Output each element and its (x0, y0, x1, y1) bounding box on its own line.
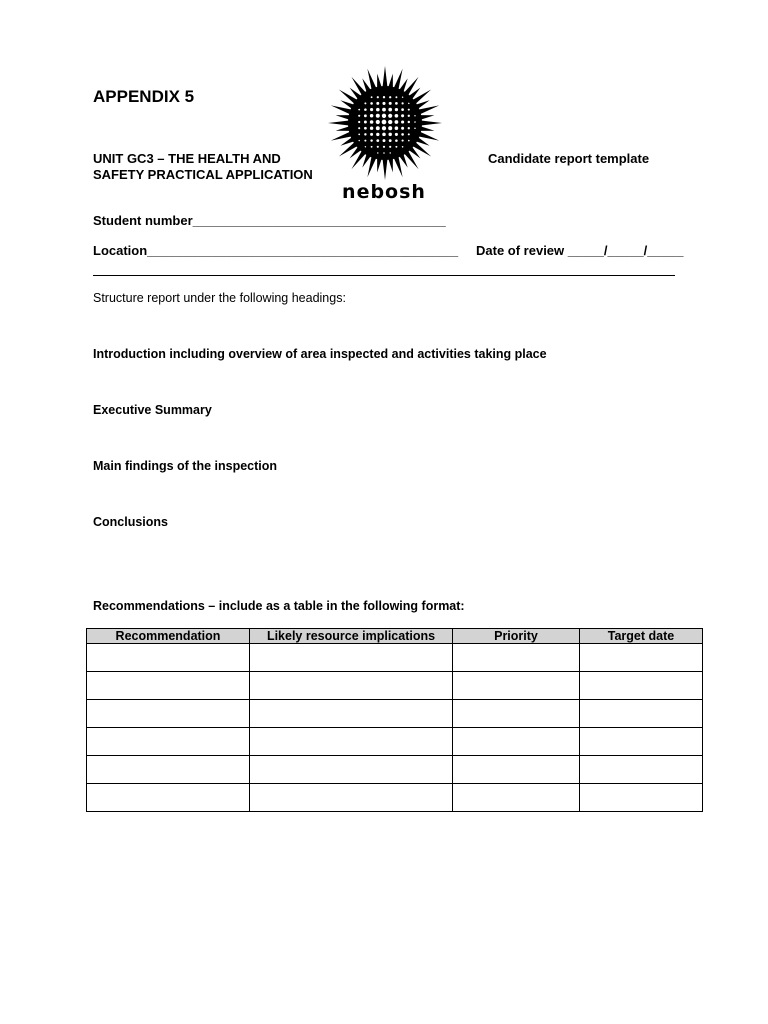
logo-dot (414, 121, 416, 123)
table-cell[interactable] (580, 644, 703, 672)
logo-dot (371, 146, 373, 148)
logo-dot (395, 96, 397, 98)
logo-dot (401, 133, 404, 136)
logo-dot (388, 108, 392, 112)
logo-dot (389, 146, 391, 148)
logo-dot (377, 146, 379, 148)
logo-dot (408, 121, 410, 123)
logo-dot (389, 152, 390, 153)
logo-dot (377, 152, 378, 153)
logo-dot (388, 114, 392, 118)
logo-dot (364, 121, 367, 124)
nebosh-logo (326, 66, 446, 202)
template-label: Candidate report template (488, 151, 650, 166)
logo-dot (376, 139, 379, 142)
logo-dot (382, 114, 386, 118)
table-cell[interactable] (453, 784, 580, 812)
table-cell[interactable] (580, 756, 703, 784)
heading-introduction: Introduction including overview of area inspected and activities taking place (93, 347, 547, 361)
date-of-review-field[interactable]: Date of review _____/_____/_____ (476, 243, 684, 258)
logo-dot (383, 152, 385, 154)
table-cell[interactable] (250, 644, 453, 672)
table-cell[interactable] (87, 784, 250, 812)
table-cell[interactable] (580, 700, 703, 728)
nebosh-logo-icon (326, 66, 446, 202)
logo-dot (358, 127, 360, 129)
table-row (87, 728, 703, 756)
logo-dot (388, 120, 392, 124)
table-cell[interactable] (580, 672, 703, 700)
logo-dot (395, 139, 398, 142)
logo-dot (358, 121, 360, 123)
logo-dot (370, 102, 373, 105)
table-cell[interactable] (453, 728, 580, 756)
unit-title-line-1: UNIT GC3 – THE HEALTH AND (93, 151, 281, 166)
logo-dot (364, 108, 367, 111)
logo-dot (408, 103, 410, 105)
logo-dot (377, 96, 379, 98)
column-header-recommendation: Recommendation (87, 629, 250, 644)
column-header-resource-implications: Likely resource implications (250, 629, 453, 644)
logo-dot (382, 120, 387, 125)
table-cell[interactable] (580, 728, 703, 756)
logo-dot (382, 108, 386, 112)
table-row (87, 700, 703, 728)
logo-dot (370, 133, 373, 136)
table-cell[interactable] (250, 784, 453, 812)
table-header-row (87, 629, 703, 644)
logo-dot (402, 96, 403, 97)
logo-dot (370, 139, 372, 141)
logo-dot (364, 114, 367, 117)
logo-dot (359, 140, 360, 141)
logo-dot (408, 133, 410, 135)
table-cell[interactable] (453, 672, 580, 700)
logo-dot (364, 102, 366, 104)
appendix-title: APPENDIX 5 (93, 87, 195, 106)
logo-dot (408, 127, 410, 129)
table-cell[interactable] (87, 644, 250, 672)
logo-dot (395, 146, 397, 148)
logo-dot (388, 126, 392, 130)
logo-dot (364, 127, 367, 130)
logo-dot (389, 102, 392, 105)
logo-dot (370, 108, 373, 111)
logo-dot (401, 102, 403, 104)
student-number-field[interactable]: Student number___________________________________ (93, 213, 446, 228)
table-cell[interactable] (250, 700, 453, 728)
logo-dot (408, 109, 410, 111)
logo-dot (401, 127, 404, 130)
table-cell[interactable] (250, 728, 453, 756)
logo-wordmark: nebosh (342, 181, 426, 202)
table-cell[interactable] (453, 644, 580, 672)
logo-dot (382, 102, 385, 105)
table-cell[interactable] (87, 728, 250, 756)
logo-dot (414, 127, 416, 129)
recommendations-table (86, 628, 703, 812)
column-header-target-date: Target date (580, 629, 703, 644)
logo-dot (383, 96, 385, 98)
logo-dot (376, 114, 380, 118)
table-cell[interactable] (87, 672, 250, 700)
logo-dot (395, 133, 398, 136)
heading-conclusions: Conclusions (93, 515, 169, 529)
logo-dot (364, 140, 366, 142)
logo-dot (402, 140, 404, 142)
table-row (87, 672, 703, 700)
heading-executive-summary: Executive Summary (93, 403, 212, 417)
table-cell[interactable] (453, 700, 580, 728)
logo-dot (382, 133, 386, 137)
table-row (87, 756, 703, 784)
logo-dot (388, 133, 391, 136)
logo-dot (365, 146, 366, 147)
logo-dot (370, 114, 373, 117)
logo-dot (395, 102, 398, 105)
logo-dot (402, 146, 404, 148)
logo-dot (370, 127, 373, 130)
instructions-text: Structure report under the following headings: (93, 291, 346, 305)
location-field[interactable]: Location___________________________________________ (93, 243, 459, 258)
logo-dot (371, 96, 373, 98)
unit-title-line-2: SAFETY PRACTICAL APPLICATION (93, 166, 313, 182)
logo-dot (358, 115, 360, 117)
table-cell[interactable] (87, 756, 250, 784)
unit-title (93, 151, 313, 182)
logo-dot (408, 140, 410, 142)
logo-dot (376, 120, 380, 124)
header-divider (93, 275, 675, 276)
logo-dot (401, 120, 404, 123)
logo-dot (389, 139, 392, 142)
logo-dot (395, 114, 399, 118)
logo-dot (414, 115, 415, 116)
recommendations-heading: Recommendations – include as a table in the following format: (93, 599, 465, 613)
logo-dot (395, 120, 399, 124)
logo-dot (364, 133, 366, 135)
table-cell[interactable] (580, 784, 703, 812)
table-cell[interactable] (453, 756, 580, 784)
logo-dot (376, 102, 379, 105)
logo-dot (358, 109, 360, 111)
table-row (87, 784, 703, 812)
logo-dot (395, 108, 398, 111)
table-cell[interactable] (250, 756, 453, 784)
logo-dot (383, 146, 385, 148)
logo-dot (370, 120, 374, 124)
table-cell[interactable] (87, 700, 250, 728)
logo-dot (376, 126, 380, 130)
logo-dot (401, 108, 404, 111)
logo-dot (376, 108, 380, 112)
table-row (87, 644, 703, 672)
heading-main-findings: Main findings of the inspection (93, 459, 278, 473)
logo-dot (383, 139, 386, 142)
logo-dot (401, 114, 404, 117)
logo-dot (389, 96, 391, 98)
logo-dot (358, 134, 360, 136)
logo-dot (382, 126, 386, 130)
logo-dot (376, 133, 379, 136)
column-header-priority: Priority (453, 629, 580, 644)
logo-dot (408, 115, 410, 117)
logo-dot (395, 126, 399, 130)
table-cell[interactable] (250, 672, 453, 700)
